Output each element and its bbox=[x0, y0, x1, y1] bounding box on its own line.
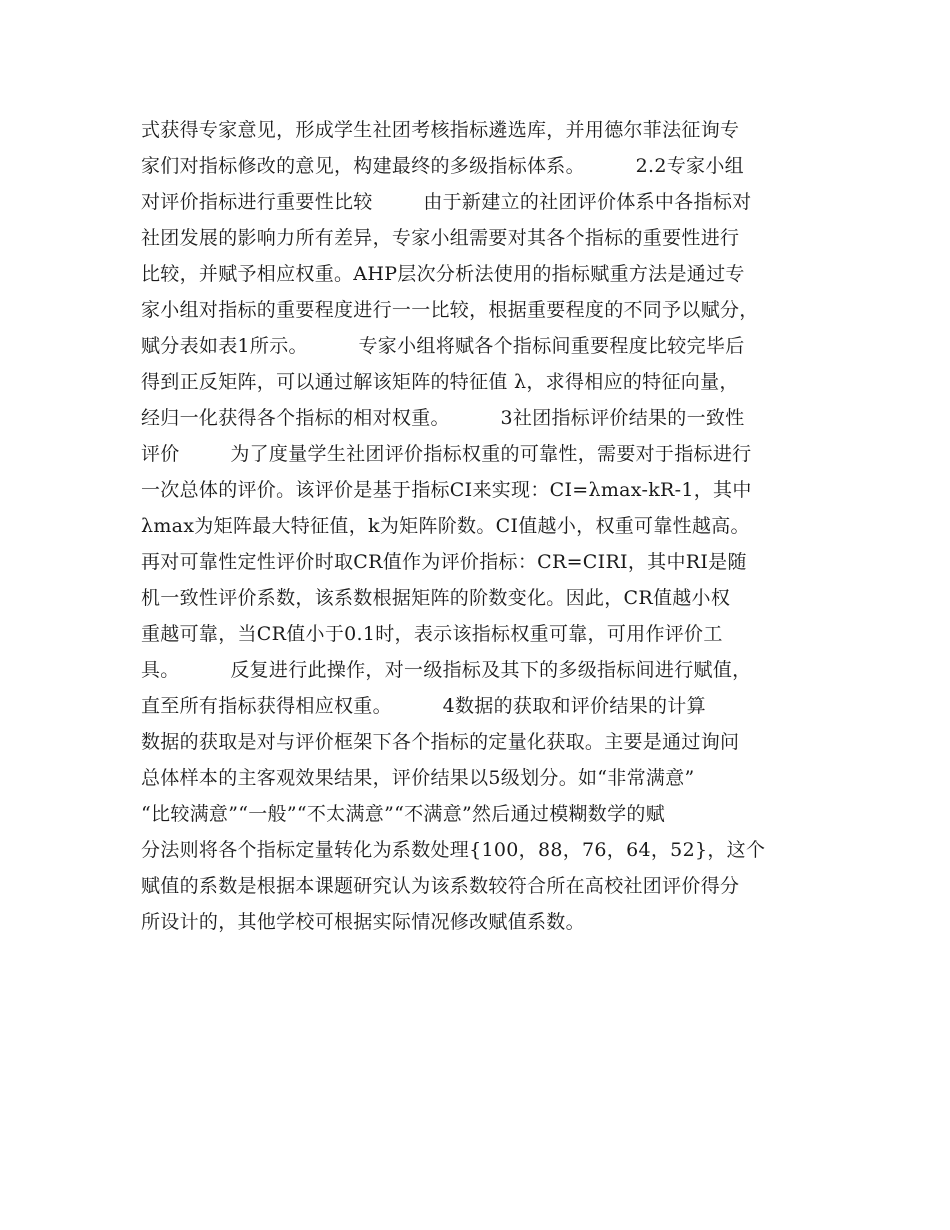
text-line: 家小组对指标的重要程度进行一一比较，根据重要程度的不同予以赋分， bbox=[141, 299, 759, 321]
text-line: 社团发展的影响力所有差异，专家小组需要对其各个指标的重要性进行 bbox=[141, 227, 740, 249]
body-text bbox=[141, 112, 841, 940]
text-line: 再对可靠性定性评价时取CR值作为评价指标：CR=CIRI，其中RI是随 bbox=[141, 551, 747, 573]
text-line: 经归一化获得各个指标的相对权重。 3社团指标评价结果的一致性 bbox=[141, 407, 745, 429]
text-line: 评价 为了度量学生社团评价指标权重的可靠性，需要对于指标进行 bbox=[141, 443, 752, 465]
text-line: 赋分表如表1所示。 专家小组将赋各个指标间重要程度比较完毕后 bbox=[141, 335, 745, 357]
text-line: 重越可靠，当CR值小于0.1时，表示该指标权重可靠，可用作评价工 bbox=[141, 623, 723, 645]
text-line: 机一致性评价系数，该系数根据矩阵的阶数变化。因此，CR值越小权 bbox=[141, 587, 731, 609]
text-line: “比较满意”“一般”“不太满意”“不满意”然后通过模糊数学的赋 bbox=[141, 803, 666, 825]
text-line: 得到正反矩阵，可以通过解该矩阵的特征值 λ，求得相应的特征向量， bbox=[141, 371, 739, 393]
text-line: 一次总体的评价。该评价是基于指标CI来实现：CI=λmax-kR-1，其中 bbox=[141, 479, 752, 501]
text-line: λmax为矩阵最大特征值，k为矩阵阶数。CI值越小，权重可靠性越高。 bbox=[141, 515, 750, 537]
text-line: 直至所有指标获得相应权重。 4数据的获取和评价结果的计算 bbox=[141, 695, 706, 717]
text-line: 赋值的系数是根据本课题研究认为该系数较符合所在高校社团评价得分 bbox=[141, 875, 740, 897]
text-line: 所设计的，其他学校可根据实际情况修改赋值系数。 bbox=[141, 911, 585, 933]
text-line: 比较，并赋予相应权重。AHP层次分析法使用的指标赋重方法是通过专 bbox=[141, 263, 745, 285]
text-line: 总体样本的主客观效果结果，评价结果以5级划分。如“非常满意” bbox=[141, 767, 695, 789]
text-line: 具。 反复进行此操作，对一级指标及其下的多级指标间进行赋值， bbox=[141, 659, 752, 681]
text-line: 数据的获取是对与评价框架下各个指标的定量化获取。主要是通过询问 bbox=[141, 731, 740, 753]
text-line: 式获得专家意见，形成学生社团考核指标遴选库，并用德尔菲法征询专 bbox=[141, 119, 740, 141]
text-line: 对评价指标进行重要性比较 由于新建立的社团评价体系中各指标对 bbox=[141, 191, 752, 213]
text-line: 家们对指标修改的意见，构建最终的多级指标体系。 2.2专家小组 bbox=[141, 155, 744, 177]
text-line: 分法则将各个指标定量转化为系数处理{100，88，76，64，52}，这个 bbox=[141, 839, 766, 861]
